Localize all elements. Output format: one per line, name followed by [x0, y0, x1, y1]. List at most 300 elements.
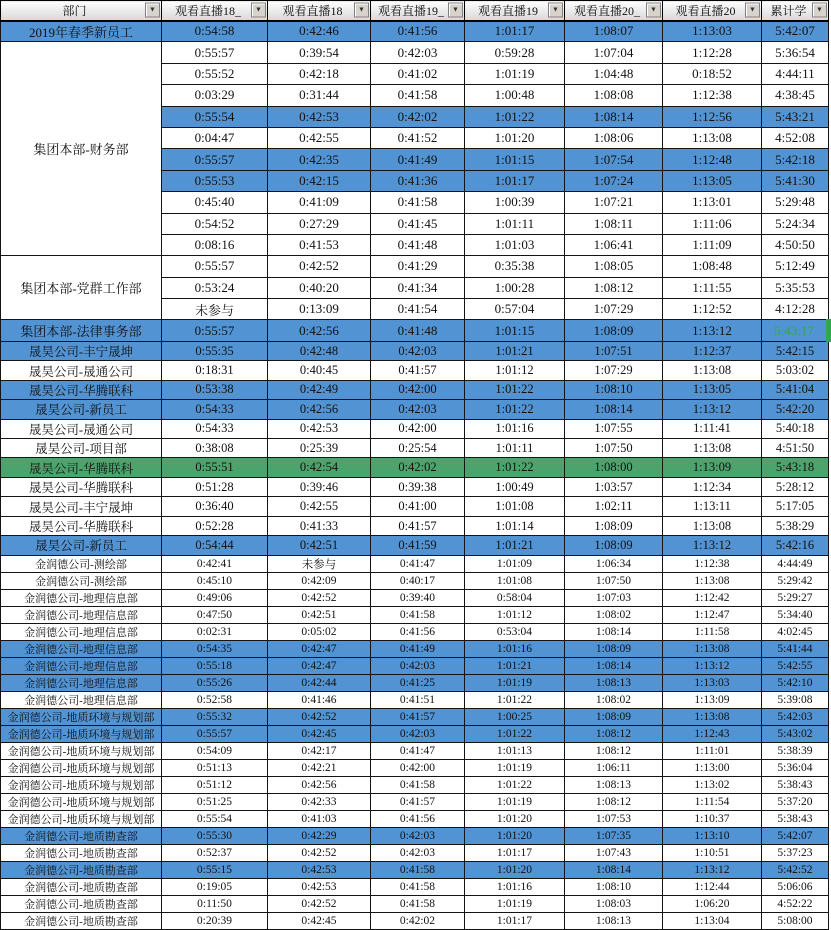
watch-time-cell[interactable]: 0:42:52 [268, 895, 371, 912]
watch-time-cell[interactable]: 0:54:44 [162, 536, 268, 555]
watch-time-cell[interactable]: 0:42:53 [268, 878, 371, 895]
watch-time-cell[interactable]: 1:01:08 [465, 572, 565, 589]
watch-time-cell[interactable]: 0:42:21 [268, 759, 371, 776]
watch-time-cell[interactable]: 1:01:19 [465, 759, 565, 776]
watch-time-cell[interactable]: 0:42:55 [268, 127, 371, 148]
watch-time-cell[interactable]: 0:39:40 [371, 589, 465, 606]
watch-time-cell[interactable]: 0:55:26 [162, 674, 268, 691]
total-time-cell[interactable]: 4:38:45 [762, 85, 829, 106]
watch-time-cell[interactable]: 1:00:39 [465, 192, 565, 213]
watch-time-cell[interactable]: 1:12:47 [663, 606, 762, 623]
watch-time-cell[interactable]: 1:13:09 [663, 458, 762, 477]
department-cell[interactable]: 金润德公司-地理信息部 [1, 640, 162, 657]
watch-time-cell[interactable]: 1:01:19 [465, 63, 565, 84]
total-time-cell[interactable]: 4:02:45 [762, 623, 829, 640]
total-time-cell[interactable]: 4:50:50 [762, 234, 829, 255]
watch-time-cell[interactable]: 1:02:11 [565, 497, 663, 516]
watch-time-cell[interactable]: 0:55:54 [162, 810, 268, 827]
department-cell[interactable]: 集团本部-法律事务部 [1, 320, 162, 341]
watch-time-cell[interactable]: 0:38:08 [162, 439, 268, 458]
watch-time-cell[interactable]: 1:11:09 [663, 234, 762, 255]
total-time-cell[interactable]: 5:29:48 [762, 192, 829, 213]
watch-time-cell[interactable]: 0:41:02 [371, 63, 465, 84]
total-time-cell[interactable]: 4:44:49 [762, 555, 829, 572]
department-cell[interactable]: 金润德公司-地质勘查部 [1, 844, 162, 861]
watch-time-cell[interactable]: 1:13:12 [663, 657, 762, 674]
total-time-cell[interactable]: 5:42:55 [762, 657, 829, 674]
watch-time-cell[interactable]: 0:42:54 [268, 458, 371, 477]
watch-time-cell[interactable]: 0:55:32 [162, 708, 268, 725]
watch-time-cell[interactable]: 1:12:42 [663, 589, 762, 606]
total-time-cell[interactable]: 5:29:42 [762, 572, 829, 589]
watch-time-cell[interactable]: 1:01:22 [465, 776, 565, 793]
watch-time-cell[interactable]: 1:08:03 [565, 895, 663, 912]
watch-time-cell[interactable]: 0:52:37 [162, 844, 268, 861]
watch-time-cell[interactable]: 1:13:04 [663, 912, 762, 929]
watch-time-cell[interactable]: 1:13:01 [663, 192, 762, 213]
watch-time-cell[interactable]: 0:18:52 [663, 63, 762, 84]
watch-time-cell[interactable]: 0:42:53 [268, 106, 371, 127]
watch-time-cell[interactable]: 0:42:52 [268, 708, 371, 725]
watch-time-cell[interactable]: 1:01:16 [465, 878, 565, 895]
department-cell[interactable]: 晟昊公司-新员工 [1, 536, 162, 555]
watch-time-cell[interactable]: 1:08:12 [565, 793, 663, 810]
watch-time-cell[interactable]: 1:08:06 [565, 127, 663, 148]
watch-time-cell[interactable]: 1:13:08 [663, 439, 762, 458]
total-time-cell[interactable]: 5:17:05 [762, 497, 829, 516]
department-cell[interactable]: 晟昊公司-新员工 [1, 400, 162, 419]
department-cell[interactable]: 金润德公司-地质勘查部 [1, 895, 162, 912]
filter-dropdown-button[interactable] [812, 3, 827, 18]
watch-time-cell[interactable]: 0:54:09 [162, 742, 268, 759]
filter-dropdown-button[interactable] [354, 3, 369, 18]
watch-time-cell[interactable]: 0:41:33 [268, 516, 371, 535]
watch-time-cell[interactable]: 1:08:14 [565, 861, 663, 878]
department-cell[interactable]: 晟昊公司-华腾联科 [1, 516, 162, 535]
watch-time-cell[interactable]: 1:11:06 [663, 213, 762, 234]
watch-time-cell[interactable]: 0:55:57 [162, 42, 268, 63]
total-time-cell[interactable]: 5:36:04 [762, 759, 829, 776]
watch-time-cell[interactable]: 0:55:15 [162, 861, 268, 878]
watch-time-cell[interactable]: 0:51:28 [162, 477, 268, 496]
watch-time-cell[interactable]: 1:01:22 [465, 725, 565, 742]
watch-time-cell[interactable]: 0:41:57 [371, 516, 465, 535]
watch-time-cell[interactable]: 1:13:10 [663, 827, 762, 844]
total-time-cell[interactable]: 4:51:50 [762, 439, 829, 458]
watch-time-cell[interactable]: 1:07:29 [565, 361, 663, 380]
department-cell[interactable]: 金润德公司-地理信息部 [1, 623, 162, 640]
watch-time-cell[interactable]: 1:01:09 [465, 555, 565, 572]
watch-time-cell[interactable]: 0:53:04 [465, 623, 565, 640]
total-time-cell[interactable]: 5:36:54 [762, 42, 829, 63]
watch-time-cell[interactable]: 1:08:02 [565, 606, 663, 623]
watch-time-cell[interactable]: 0:40:45 [268, 361, 371, 380]
watch-time-cell[interactable]: 1:13:12 [663, 861, 762, 878]
watch-time-cell[interactable]: 1:08:14 [565, 106, 663, 127]
watch-time-cell[interactable]: 1:06:20 [663, 895, 762, 912]
watch-time-cell[interactable]: 0:27:29 [268, 213, 371, 234]
watch-time-cell[interactable]: 0:42:41 [162, 555, 268, 572]
watch-time-cell[interactable]: 0:59:28 [465, 42, 565, 63]
watch-time-cell[interactable]: 0:25:39 [268, 439, 371, 458]
watch-time-cell[interactable]: 0:42:03 [371, 844, 465, 861]
watch-time-cell[interactable]: 1:12:34 [663, 477, 762, 496]
watch-time-cell[interactable]: 1:00:25 [465, 708, 565, 725]
watch-time-cell[interactable]: 1:01:16 [465, 419, 565, 438]
watch-time-cell[interactable]: 1:07:43 [565, 844, 663, 861]
watch-time-cell[interactable]: 0:41:53 [268, 234, 371, 255]
watch-time-cell[interactable]: 0:41:57 [371, 793, 465, 810]
watch-time-cell[interactable]: 0:36:40 [162, 497, 268, 516]
watch-time-cell[interactable]: 1:08:11 [565, 213, 663, 234]
watch-time-cell[interactable]: 1:01:19 [465, 895, 565, 912]
watch-time-cell[interactable]: 0:42:44 [268, 674, 371, 691]
watch-time-cell[interactable]: 1:03:57 [565, 477, 663, 496]
watch-time-cell[interactable]: 1:07:51 [565, 341, 663, 360]
watch-time-cell[interactable]: 1:00:48 [465, 85, 565, 106]
watch-time-cell[interactable]: 1:08:07 [565, 21, 663, 42]
watch-time-cell[interactable]: 0:41:36 [371, 170, 465, 191]
total-time-cell[interactable]: 5:03:02 [762, 361, 829, 380]
watch-time-cell[interactable]: 1:07:50 [565, 439, 663, 458]
watch-time-cell[interactable]: 1:13:12 [663, 400, 762, 419]
total-time-cell[interactable]: 5:35:53 [762, 277, 829, 298]
watch-time-cell[interactable]: 1:01:20 [465, 861, 565, 878]
watch-time-cell[interactable]: 0:41:57 [371, 708, 465, 725]
watch-time-cell[interactable]: 1:01:21 [465, 657, 565, 674]
watch-time-cell[interactable]: 1:13:08 [663, 708, 762, 725]
watch-time-cell[interactable]: 1:01:21 [465, 341, 565, 360]
watch-time-cell[interactable]: 0:42:00 [371, 759, 465, 776]
watch-time-cell[interactable]: 1:01:11 [465, 213, 565, 234]
watch-time-cell[interactable]: 1:01:22 [465, 400, 565, 419]
watch-time-cell[interactable]: 1:01:16 [465, 640, 565, 657]
total-time-cell[interactable]: 5:42:03 [762, 708, 829, 725]
watch-time-cell[interactable]: 1:13:11 [663, 497, 762, 516]
watch-time-cell[interactable]: 1:13:03 [663, 674, 762, 691]
watch-time-cell[interactable]: 1:08:14 [565, 400, 663, 419]
watch-time-cell[interactable]: 0:55:57 [162, 256, 268, 277]
department-cell[interactable]: 金润德公司-地质环境与规划部 [1, 708, 162, 725]
watch-time-cell[interactable]: 0:52:58 [162, 691, 268, 708]
watch-time-cell[interactable]: 1:11:01 [663, 742, 762, 759]
watch-time-cell[interactable]: 0:41:49 [371, 149, 465, 170]
total-time-cell[interactable]: 5:06:06 [762, 878, 829, 895]
watch-time-cell[interactable]: 0:51:12 [162, 776, 268, 793]
watch-time-cell[interactable]: 0:25:54 [371, 439, 465, 458]
watch-time-cell[interactable]: 0:39:54 [268, 42, 371, 63]
department-cell[interactable]: 金润德公司-地质环境与规划部 [1, 742, 162, 759]
watch-time-cell[interactable]: 0:42:46 [268, 21, 371, 42]
watch-time-cell[interactable]: 0:42:09 [268, 572, 371, 589]
department-cell[interactable]: 金润德公司-地理信息部 [1, 691, 162, 708]
total-time-cell[interactable]: 5:41:04 [762, 380, 829, 399]
watch-time-cell[interactable]: 0:41:56 [371, 21, 465, 42]
watch-time-cell[interactable]: 1:07:54 [565, 149, 663, 170]
watch-time-cell[interactable]: 1:13:08 [663, 361, 762, 380]
watch-time-cell[interactable]: 1:08:12 [565, 725, 663, 742]
total-time-cell[interactable]: 4:52:08 [762, 127, 829, 148]
watch-time-cell[interactable]: 0:54:52 [162, 213, 268, 234]
watch-time-cell[interactable]: 1:12:38 [663, 555, 762, 572]
total-time-cell[interactable]: 4:12:28 [762, 299, 829, 320]
watch-time-cell[interactable]: 0:41:56 [371, 810, 465, 827]
watch-time-cell[interactable]: 1:01:11 [465, 439, 565, 458]
watch-time-cell[interactable]: 1:08:14 [565, 657, 663, 674]
department-cell[interactable]: 晟昊公司-丰宁晟坤 [1, 341, 162, 360]
watch-time-cell[interactable]: 1:13:02 [663, 776, 762, 793]
watch-time-cell[interactable]: 0:42:48 [268, 341, 371, 360]
department-cell[interactable]: 金润德公司-地质环境与规划部 [1, 759, 162, 776]
watch-time-cell[interactable]: 1:08:05 [565, 256, 663, 277]
total-time-cell[interactable]: 4:44:11 [762, 63, 829, 84]
watch-time-cell[interactable]: 0:53:24 [162, 277, 268, 298]
department-cell[interactable]: 晟昊公司-华腾联科 [1, 458, 162, 477]
watch-time-cell[interactable]: 1:13:08 [663, 127, 762, 148]
watch-time-cell[interactable]: 0:54:33 [162, 419, 268, 438]
total-time-cell[interactable]: 5:12:49 [762, 256, 829, 277]
watch-time-cell[interactable]: 0:51:13 [162, 759, 268, 776]
watch-time-cell[interactable]: 1:08:14 [565, 623, 663, 640]
watch-time-cell[interactable]: 0:55:57 [162, 149, 268, 170]
watch-time-cell[interactable]: 0:11:50 [162, 895, 268, 912]
watch-time-cell[interactable]: 0:41:47 [371, 555, 465, 572]
total-time-cell[interactable]: 5:29:27 [762, 589, 829, 606]
total-time-cell[interactable]: 5:42:20 [762, 400, 829, 419]
watch-time-cell[interactable]: 0:55:57 [162, 725, 268, 742]
total-time-cell[interactable]: 5:42:52 [762, 861, 829, 878]
watch-time-cell[interactable]: 0:19:05 [162, 878, 268, 895]
watch-time-cell[interactable]: 0:41:00 [371, 497, 465, 516]
watch-time-cell[interactable]: 1:01:22 [465, 691, 565, 708]
watch-time-cell[interactable]: 1:08:48 [663, 256, 762, 277]
watch-time-cell[interactable]: 1:08:12 [565, 277, 663, 298]
watch-time-cell[interactable]: 0:41:09 [268, 192, 371, 213]
watch-time-cell[interactable]: 0:42:45 [268, 912, 371, 929]
watch-time-cell[interactable]: 0:35:38 [465, 256, 565, 277]
watch-time-cell[interactable]: 1:01:14 [465, 516, 565, 535]
total-time-cell[interactable]: 5:43:02 [762, 725, 829, 742]
total-time-cell[interactable]: 5:42:16 [762, 536, 829, 555]
department-cell[interactable]: 金润德公司-测绘部 [1, 572, 162, 589]
total-time-cell[interactable]: 4:52:22 [762, 895, 829, 912]
watch-time-cell[interactable]: 0:31:44 [268, 85, 371, 106]
total-time-cell[interactable]: 5:41:44 [762, 640, 829, 657]
watch-time-cell[interactable]: 1:08:12 [565, 742, 663, 759]
total-time-cell[interactable]: 5:39:08 [762, 691, 829, 708]
filter-dropdown-button[interactable] [251, 3, 266, 18]
watch-time-cell[interactable]: 0:58:04 [465, 589, 565, 606]
watch-time-cell[interactable]: 1:08:09 [565, 708, 663, 725]
watch-time-cell[interactable]: 1:00:49 [465, 477, 565, 496]
watch-time-cell[interactable]: 1:07:50 [565, 572, 663, 589]
watch-time-cell[interactable]: 0:39:46 [268, 477, 371, 496]
watch-time-cell[interactable]: 0:42:56 [268, 400, 371, 419]
watch-time-cell[interactable]: 0:41:58 [371, 85, 465, 106]
watch-time-cell[interactable]: 0:42:00 [371, 419, 465, 438]
department-cell[interactable]: 金润德公司-地理信息部 [1, 657, 162, 674]
department-cell[interactable]: 金润德公司-地质勘查部 [1, 827, 162, 844]
watch-time-cell[interactable]: 1:07:03 [565, 589, 663, 606]
watch-time-cell[interactable]: 未参与 [268, 555, 371, 572]
watch-time-cell[interactable]: 0:55:57 [162, 320, 268, 341]
watch-time-cell[interactable]: 1:11:55 [663, 277, 762, 298]
watch-time-cell[interactable]: 0:55:53 [162, 170, 268, 191]
total-time-cell[interactable]: 5:37:20 [762, 793, 829, 810]
watch-time-cell[interactable]: 1:07:53 [565, 810, 663, 827]
total-time-cell[interactable]: 5:42:07 [762, 21, 829, 42]
watch-time-cell[interactable]: 1:13:03 [663, 21, 762, 42]
watch-time-cell[interactable]: 1:07:24 [565, 170, 663, 191]
watch-time-cell[interactable]: 1:01:17 [465, 912, 565, 929]
watch-time-cell[interactable]: 1:07:55 [565, 419, 663, 438]
watch-time-cell[interactable]: 1:08:09 [565, 320, 663, 341]
filter-dropdown-button[interactable] [145, 3, 160, 18]
watch-time-cell[interactable]: 0:57:04 [465, 299, 565, 320]
watch-time-cell[interactable]: 0:42:56 [268, 776, 371, 793]
watch-time-cell[interactable]: 0:20:39 [162, 912, 268, 929]
watch-time-cell[interactable]: 1:12:38 [663, 85, 762, 106]
watch-time-cell[interactable]: 1:11:54 [663, 793, 762, 810]
watch-time-cell[interactable]: 0:41:58 [371, 861, 465, 878]
watch-time-cell[interactable]: 0:42:53 [268, 861, 371, 878]
watch-time-cell[interactable]: 0:41:57 [371, 361, 465, 380]
department-cell[interactable]: 金润德公司-测绘部 [1, 555, 162, 572]
watch-time-cell[interactable]: 0:55:30 [162, 827, 268, 844]
watch-time-cell[interactable]: 1:04:48 [565, 63, 663, 84]
watch-time-cell[interactable]: 0:42:03 [371, 400, 465, 419]
watch-time-cell[interactable]: 0:55:54 [162, 106, 268, 127]
watch-time-cell[interactable]: 0:13:09 [268, 299, 371, 320]
watch-time-cell[interactable]: 0:42:02 [371, 912, 465, 929]
department-cell[interactable]: 金润德公司-地质勘查部 [1, 861, 162, 878]
watch-time-cell[interactable]: 0:42:03 [371, 827, 465, 844]
watch-time-cell[interactable]: 1:10:37 [663, 810, 762, 827]
watch-time-cell[interactable]: 1:01:19 [465, 793, 565, 810]
watch-time-cell[interactable]: 0:18:31 [162, 361, 268, 380]
watch-time-cell[interactable]: 1:13:08 [663, 572, 762, 589]
watch-time-cell[interactable]: 0:42:15 [268, 170, 371, 191]
watch-time-cell[interactable]: 1:12:52 [663, 299, 762, 320]
watch-time-cell[interactable]: 1:01:08 [465, 497, 565, 516]
watch-time-cell[interactable]: 0:47:50 [162, 606, 268, 623]
watch-time-cell[interactable]: 0:42:02 [371, 106, 465, 127]
watch-time-cell[interactable]: 1:13:00 [663, 759, 762, 776]
watch-time-cell[interactable]: 0:42:45 [268, 725, 371, 742]
watch-time-cell[interactable]: 1:07:21 [565, 192, 663, 213]
watch-time-cell[interactable]: 0:40:20 [268, 277, 371, 298]
watch-time-cell[interactable]: 0:08:16 [162, 234, 268, 255]
watch-time-cell[interactable]: 未参与 [162, 299, 268, 320]
department-cell[interactable]: 晟昊公司-项目部 [1, 439, 162, 458]
watch-time-cell[interactable]: 0:41:51 [371, 691, 465, 708]
watch-time-cell[interactable]: 0:54:35 [162, 640, 268, 657]
watch-time-cell[interactable]: 0:55:52 [162, 63, 268, 84]
department-cell[interactable]: 金润德公司-地质环境与规划部 [1, 793, 162, 810]
watch-time-cell[interactable]: 1:13:05 [663, 380, 762, 399]
watch-time-cell[interactable]: 0:53:38 [162, 380, 268, 399]
total-time-cell[interactable]: 5:28:12 [762, 477, 829, 496]
watch-time-cell[interactable]: 1:13:05 [663, 170, 762, 191]
department-cell[interactable]: 金润德公司-地质勘查部 [1, 912, 162, 929]
watch-time-cell[interactable]: 1:06:34 [565, 555, 663, 572]
watch-time-cell[interactable]: 1:13:08 [663, 640, 762, 657]
watch-time-cell[interactable]: 0:42:29 [268, 827, 371, 844]
watch-time-cell[interactable]: 0:41:34 [371, 277, 465, 298]
total-time-cell[interactable]: 5:41:30 [762, 170, 829, 191]
watch-time-cell[interactable]: 1:13:09 [663, 691, 762, 708]
department-cell[interactable]: 金润德公司-地质勘查部 [1, 878, 162, 895]
watch-time-cell[interactable]: 0:41:48 [371, 320, 465, 341]
watch-time-cell[interactable]: 1:06:11 [565, 759, 663, 776]
watch-time-cell[interactable]: 0:51:25 [162, 793, 268, 810]
watch-time-cell[interactable]: 1:08:00 [565, 458, 663, 477]
department-cell[interactable]: 金润德公司-地质环境与规划部 [1, 776, 162, 793]
watch-time-cell[interactable]: 1:07:35 [565, 827, 663, 844]
watch-time-cell[interactable]: 1:01:17 [465, 170, 565, 191]
watch-time-cell[interactable]: 0:49:06 [162, 589, 268, 606]
watch-time-cell[interactable]: 0:42:17 [268, 742, 371, 759]
watch-time-cell[interactable]: 1:01:12 [465, 361, 565, 380]
total-time-cell[interactable]: 5:38:39 [762, 742, 829, 759]
department-cell[interactable]: 金润德公司-地理信息部 [1, 606, 162, 623]
watch-time-cell[interactable]: 0:41:52 [371, 127, 465, 148]
watch-time-cell[interactable]: 0:55:35 [162, 341, 268, 360]
total-time-cell[interactable]: 5:43:17 [762, 320, 829, 341]
total-time-cell[interactable]: 5:38:43 [762, 810, 829, 827]
watch-time-cell[interactable]: 1:01:22 [465, 106, 565, 127]
department-cell[interactable]: 晟昊公司-丰宁晟坤 [1, 497, 162, 516]
filter-dropdown-button[interactable] [448, 3, 463, 18]
watch-time-cell[interactable]: 0:41:49 [371, 640, 465, 657]
watch-time-cell[interactable]: 0:42:49 [268, 380, 371, 399]
watch-time-cell[interactable]: 1:01:22 [465, 380, 565, 399]
total-time-cell[interactable]: 5:38:29 [762, 516, 829, 535]
watch-time-cell[interactable]: 0:40:17 [371, 572, 465, 589]
watch-time-cell[interactable]: 1:08:09 [565, 640, 663, 657]
watch-time-cell[interactable]: 0:41:58 [371, 192, 465, 213]
watch-time-cell[interactable]: 1:12:56 [663, 106, 762, 127]
department-cell[interactable]: 集团本部-党群工作部 [1, 256, 162, 320]
watch-time-cell[interactable]: 0:41:48 [371, 234, 465, 255]
watch-time-cell[interactable]: 0:45:40 [162, 192, 268, 213]
watch-time-cell[interactable]: 1:08:08 [565, 85, 663, 106]
watch-time-cell[interactable]: 0:54:33 [162, 400, 268, 419]
department-cell[interactable]: 金润德公司-地质环境与规划部 [1, 810, 162, 827]
watch-time-cell[interactable]: 0:42:18 [268, 63, 371, 84]
watch-time-cell[interactable]: 1:08:09 [565, 536, 663, 555]
watch-time-cell[interactable]: 1:01:12 [465, 606, 565, 623]
total-time-cell[interactable]: 5:43:18 [762, 458, 829, 477]
watch-time-cell[interactable]: 1:13:08 [663, 516, 762, 535]
watch-time-cell[interactable]: 0:42:52 [268, 844, 371, 861]
watch-time-cell[interactable]: 1:12:44 [663, 878, 762, 895]
watch-time-cell[interactable]: 1:13:12 [663, 320, 762, 341]
watch-time-cell[interactable]: 0:41:25 [371, 674, 465, 691]
watch-time-cell[interactable]: 1:07:29 [565, 299, 663, 320]
watch-time-cell[interactable]: 0:41:46 [268, 691, 371, 708]
total-time-cell[interactable]: 5:42:10 [762, 674, 829, 691]
watch-time-cell[interactable]: 1:01:20 [465, 810, 565, 827]
watch-time-cell[interactable]: 0:42:03 [371, 341, 465, 360]
watch-time-cell[interactable]: 0:55:18 [162, 657, 268, 674]
watch-time-cell[interactable]: 0:41:56 [371, 623, 465, 640]
watch-time-cell[interactable]: 0:42:52 [268, 256, 371, 277]
watch-time-cell[interactable]: 1:08:13 [565, 674, 663, 691]
watch-time-cell[interactable]: 0:42:03 [371, 725, 465, 742]
watch-time-cell[interactable]: 1:07:04 [565, 42, 663, 63]
watch-time-cell[interactable]: 0:42:56 [268, 320, 371, 341]
